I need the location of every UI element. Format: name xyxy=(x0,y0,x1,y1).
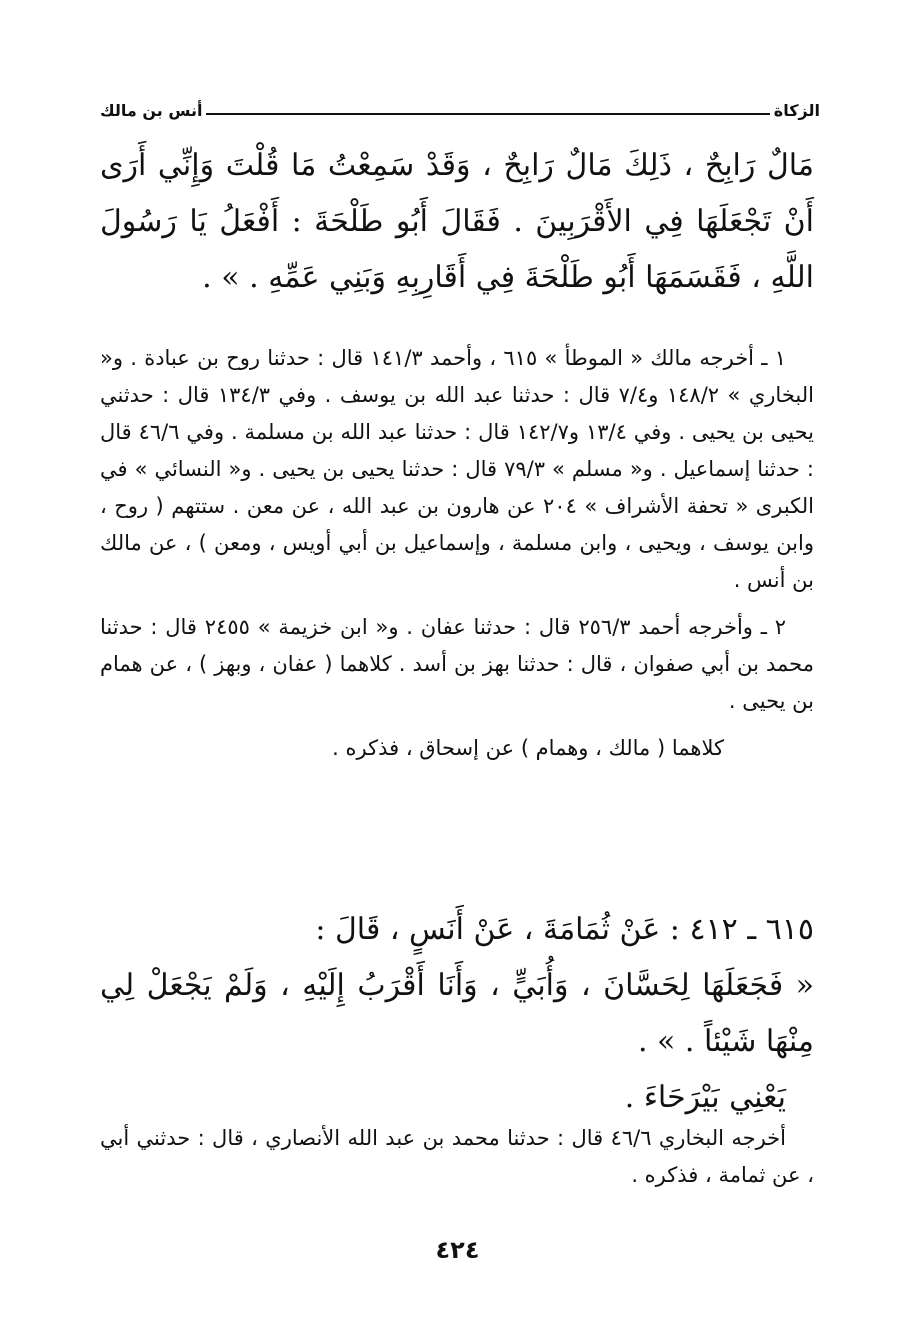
hadith-gloss: يَعْنِي بَيْرَحَاءَ . xyxy=(624,1080,786,1115)
hadith-text: « فَجَعَلَهَا لِحَسَّانَ ، وَأُبَيٍّ ، وَأَنَا أَقْرَبُ إِلَيْهِ ، وَلَمْ يَجْعَلْ لِي مِنْهَا شَيْئاً . » . xyxy=(100,968,814,1059)
running-header xyxy=(100,92,820,120)
takhrij-note: أخرجه البخاري ٤٦/٦ قال : حدثنا محمد بن عبد الله الأنصاري ، قال : حدثني أبي ، عن ثمامة ، فذكره . xyxy=(100,1126,814,1187)
hadith-text: مَالٌ رَابِحٌ ، ذَلِكَ مَالٌ رَابِحٌ ، وَقَدْ سَمِعْتُ مَا قُلْتَ وَإِنِّي أَرَى أَنْ تَجْعَلَهَا فِي الأَقْرَبِينَ . فَقَالَ أَبُو طَلْحَةَ : أَفْعَلُ يَا رَسُولَ اللَّهِ ، فَقَسَمَهَا أَبُو طَلْحَةَ فِي أَقَارِبِهِ وَبَنِي عَمِّهِ . » . xyxy=(100,148,814,295)
footnotes-615 xyxy=(100,1120,814,1194)
hadith-614-ending xyxy=(100,138,814,306)
hadith-heading: ٦١٥ ـ ٤١٢ : عَنْ ثُمَامَةَ ، عَنْ أَنَسٍ ، قَالَ : xyxy=(315,912,814,947)
takhrij-note-2: ٢ ـ وأخرجه أحمد ٢٥٦/٣ قال : حدثنا عفان . و« ابن خزيمة » ٢٤٥٥ قال : حدثنا محمد بن أبي صفوان ، قال : حدثنا بهز بن أسد . كلاهما ( عفان ، وبهز ) ، عن همام بن يحيى . xyxy=(100,615,814,713)
header-chapter: الزكاة xyxy=(773,101,820,120)
header-narrator: أنس بن مالك xyxy=(100,101,203,120)
page-number: ٤٢٤ xyxy=(435,1236,480,1264)
takhrij-note-1: ١ ـ أخرجه مالك « الموطأ » ٦١٥ ، وأحمد ١٤١/٣ قال : حدثنا روح بن عبادة . و« البخاري » ١٤٨/٢ و٧/٤ قال : حدثنا عبد الله بن يوسف . وفي ١٣٤/٣ قال : حدثني يحيى بن يحيى . وفي ١٣/٤ و١٤٢/٧ قال : حدثنا عبد الله بن مسلمة . وفي ٤٦/٦ قال : حدثنا إسماعيل . و« مسلم » ٧٩/٣ قال : حدثنا يحيى بن يحيى . و« النسائي » في الكبرى « تحفة الأشراف » ٢٠٤ عن هارون بن عبد الله ، عن معن . ستتهم ( روح ، وابن يوسف ، ويحيى ، وابن مسلمة ، وإسماعيل بن أبي أويس ، ومعن ) ، عن مالك بن أنس . xyxy=(100,346,815,592)
header-rule xyxy=(206,113,769,115)
footnotes-614 xyxy=(100,340,814,767)
takhrij-note-summary: كلاهما ( مالك ، وهمام ) عن إسحاق ، فذكره . xyxy=(332,736,724,760)
hadith-615 xyxy=(100,902,814,1126)
